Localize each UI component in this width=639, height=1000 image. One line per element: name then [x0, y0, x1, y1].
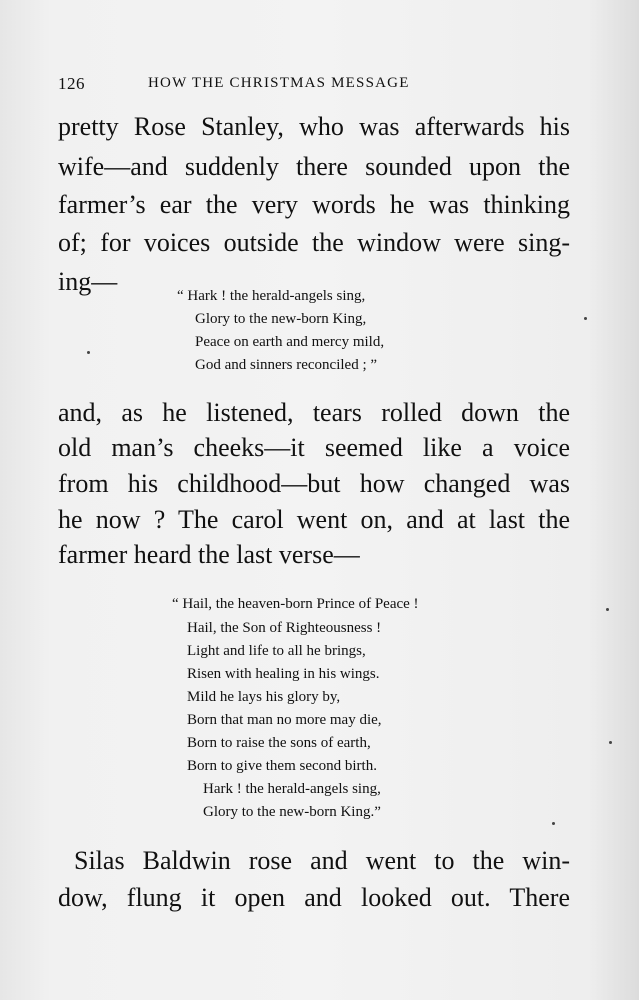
text-line: and, as he listened, tears rolled down the	[58, 398, 570, 427]
verse-line: Mild he lays his glory by,	[187, 689, 341, 705]
verse-line: Born to give them second birth.	[187, 758, 377, 774]
verse-line: God and sinners reconciled ; ”	[195, 357, 378, 373]
text-line: ing—	[58, 267, 118, 296]
verse-line: “ Hail, the heaven-born Prince of Peace !	[172, 596, 419, 612]
text-line: Silas Baldwin rose and went to the win-	[74, 846, 570, 875]
verse-line: Born that man no more may die,	[187, 712, 382, 728]
page-header	[58, 74, 578, 98]
text-line: farmer’s ear the very words he was thinking	[58, 190, 570, 219]
verse-line: Light and life to all he brings,	[187, 643, 366, 659]
verse-line: Hark ! the herald-angels sing,	[203, 781, 381, 797]
scan-speck	[87, 351, 90, 354]
verse-line: Glory to the new-born King.”	[203, 804, 381, 820]
verse-line: Glory to the new-born King,	[195, 311, 367, 327]
verse-line: “ Hark ! the herald-angels sing,	[177, 288, 366, 304]
text-line: wife—and suddenly there sounded upon the	[58, 152, 570, 181]
text-line: pretty Rose Stanley, who was afterwards his	[58, 112, 570, 141]
text-line: farmer heard the last verse—	[58, 540, 360, 569]
text-line: he now ? The carol went on, and at last the	[58, 505, 570, 534]
scan-speck	[609, 741, 612, 744]
text-line: from his childhood—but how changed was	[58, 469, 570, 498]
verse-line: Born to raise the sons of earth,	[187, 735, 371, 751]
verse-line: Risen with healing in his wings.	[187, 666, 380, 682]
running-title: HOW THE CHRISTMAS MESSAGE	[148, 75, 410, 91]
text-line: of; for voices outside the window were sing-	[58, 228, 570, 257]
text-line: old man’s cheeks—it seemed like a voice	[58, 433, 570, 462]
scan-speck	[606, 608, 609, 611]
verse-line: Peace on earth and mercy mild,	[195, 334, 385, 350]
scan-speck	[552, 822, 555, 825]
scan-speck	[584, 317, 587, 320]
page-number: 126	[58, 74, 85, 93]
verse-line: Hail, the Son of Righteousness !	[187, 620, 382, 636]
text-line: dow, flung it open and looked out. There	[58, 883, 570, 912]
